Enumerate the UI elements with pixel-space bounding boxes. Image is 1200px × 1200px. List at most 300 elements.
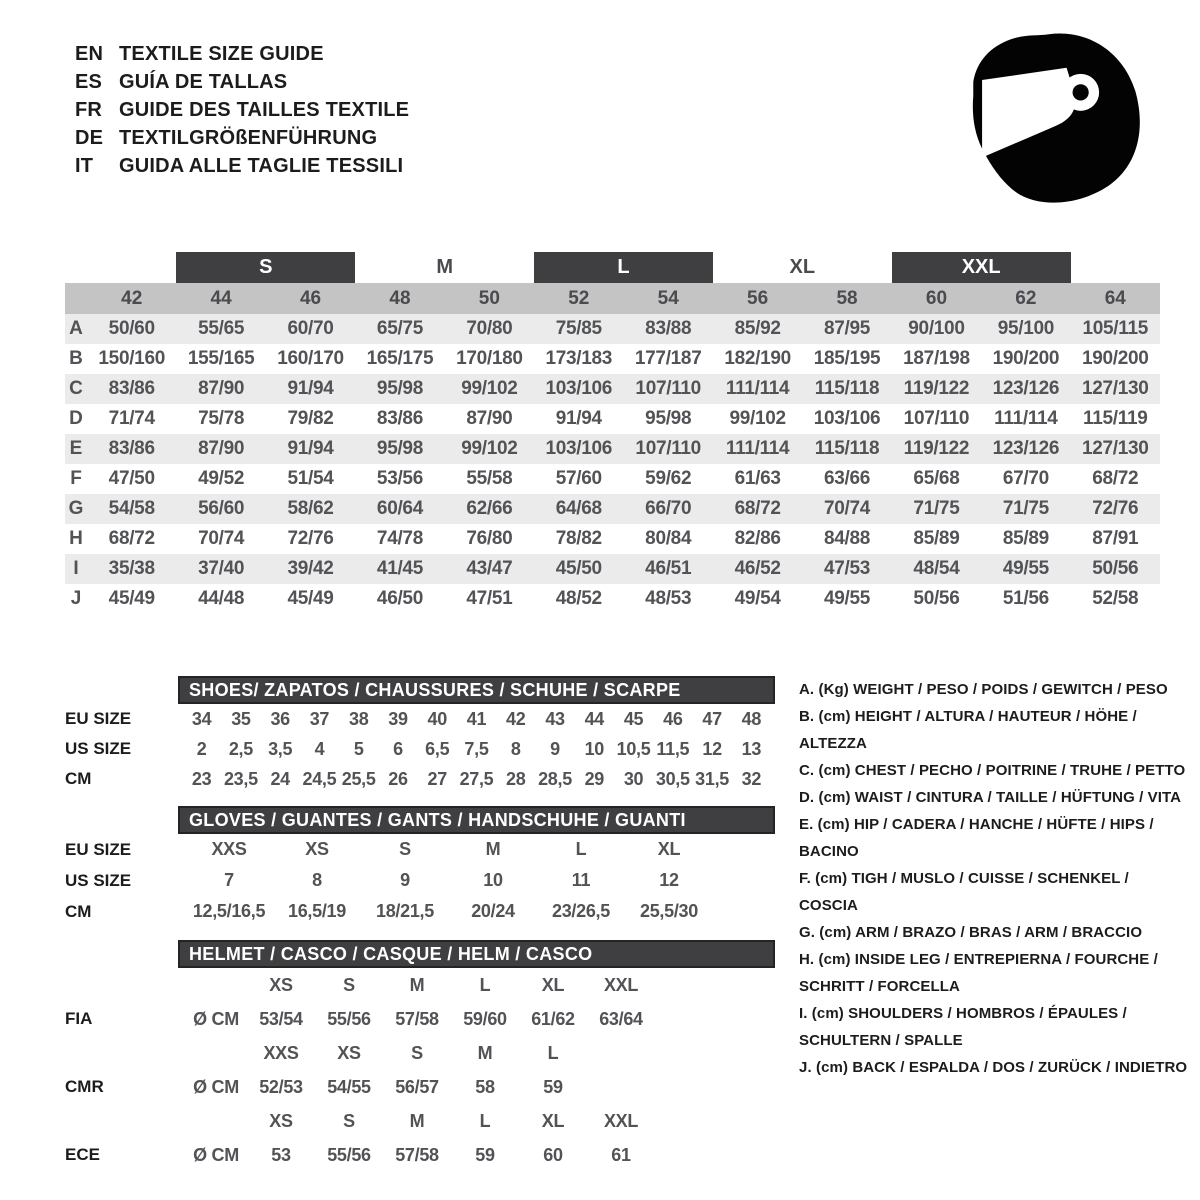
shoes-size-value: 10	[584, 738, 604, 759]
helmet-size-value: 54/55	[327, 1076, 371, 1097]
measurement-value: 45/50	[555, 558, 602, 579]
measurement-value: 91/94	[287, 378, 334, 399]
shoes-size-value: 28,5	[538, 768, 572, 789]
measurement-value: 57/60	[555, 468, 602, 489]
helmet-size-value: XS	[337, 1042, 361, 1063]
measurement-value: 127/130	[1081, 438, 1149, 459]
row-letter: H	[69, 528, 83, 549]
measurement-value: 95/100	[997, 318, 1055, 339]
measurement-value: 83/86	[376, 408, 423, 429]
row-letter: I	[73, 558, 79, 579]
helmet-size-value: 61/62	[531, 1008, 575, 1029]
measurement-value: 185/195	[813, 348, 881, 369]
gloves-size-value: L	[575, 839, 587, 859]
measurement-value: 55/65	[198, 318, 245, 339]
measurement-value: 83/88	[645, 318, 692, 339]
measurement-value: 187/198	[903, 348, 970, 369]
shoes-size-value: 36	[270, 708, 290, 729]
shoes-size-value: 9	[550, 738, 560, 759]
measurement-value: 45/49	[108, 588, 155, 609]
gloves-size-value: XL	[657, 839, 681, 859]
measurement-value: 107/110	[635, 378, 701, 399]
helmet-table	[65, 940, 777, 1172]
shoes-size-value: 32	[741, 768, 762, 789]
helmet-row	[178, 1036, 775, 1070]
measurement-row	[65, 494, 1160, 524]
helmet-size-value: XS	[269, 974, 293, 995]
measurement-value: 61/63	[734, 468, 781, 489]
shoes-size-value: 23,5	[223, 768, 258, 789]
measurement-value: 46/50	[376, 588, 423, 609]
shoes-size-value: 27,5	[459, 768, 494, 789]
measurement-value: 56/60	[198, 498, 245, 519]
shoes-size-value: 2,5	[228, 738, 253, 759]
shoes-size-value: 37	[309, 708, 330, 729]
measurement-value: 87/90	[198, 378, 245, 399]
language-code: EN	[75, 43, 104, 65]
helmet-size-value: 59/60	[463, 1008, 507, 1029]
language-title: GUIDE DES TAILLES TEXTILE	[119, 99, 410, 121]
shoes-size-value: 35	[231, 708, 251, 729]
measurement-value: 111/114	[725, 438, 790, 459]
measurement-value: 59/62	[645, 468, 692, 489]
measurement-value: 115/118	[814, 378, 880, 399]
helmet-size-value: 56/57	[395, 1076, 439, 1097]
helmet-size-value: L	[479, 1110, 491, 1131]
gloves-size-value: 7	[224, 870, 234, 890]
measurement-value: 75/78	[198, 408, 245, 429]
row-letter: C	[69, 378, 83, 399]
gloves-row	[178, 896, 775, 927]
measurement-value: 46/52	[734, 558, 781, 579]
measurement-value: 51/56	[1002, 588, 1049, 609]
helmet-size-value: 55/56	[327, 1144, 371, 1165]
size-column-header: 54	[657, 287, 679, 309]
shoes-size-value: 41	[466, 708, 487, 729]
measurement-value: 72/76	[287, 528, 334, 549]
measurement-value: 83/86	[108, 378, 155, 399]
measurement-value: 52/58	[1092, 588, 1139, 609]
measurement-value: 64/68	[555, 498, 602, 519]
helmet-size-value: 58	[475, 1076, 495, 1097]
shoes-size-value: 46	[663, 708, 683, 729]
shoes-size-value: 25,5	[341, 768, 376, 789]
measurement-value: 49/55	[1002, 558, 1049, 579]
measurement-value: 63/66	[824, 468, 871, 489]
shoes-size-value: 48	[741, 708, 762, 729]
helmet-row	[178, 1104, 775, 1138]
gloves-size-value: 10	[483, 870, 503, 890]
measurement-value: 50/60	[108, 318, 155, 339]
language-row	[75, 124, 409, 152]
measurement-value: 44/48	[198, 588, 245, 609]
shoes-size-value: 2	[196, 738, 207, 759]
shoes-row-label: EU SIZE	[65, 709, 132, 728]
measurement-value: 65/75	[376, 318, 423, 339]
gloves-row-label: EU SIZE	[65, 839, 132, 859]
shoes-size-value: 31,5	[695, 768, 729, 789]
size-column-header: 60	[925, 287, 948, 309]
row-letter: A	[69, 318, 83, 339]
helmet-size-value: XS	[269, 1110, 293, 1131]
measurement-value: 82/86	[734, 528, 781, 549]
measurement-value: 39/42	[287, 558, 334, 579]
shoes-size-value: 24,5	[302, 768, 337, 789]
measurement-value: 37/40	[198, 558, 245, 579]
measurement-value: 99/102	[461, 378, 518, 399]
measurement-value: 90/100	[908, 318, 965, 339]
shoes-table-title: SHOES/ ZAPATOS / CHAUSSURES / SCHUHE / SCARPE	[178, 676, 775, 704]
measurement-value: 80/84	[645, 528, 692, 549]
helmet-size-value: M	[477, 1042, 493, 1063]
helmet-size-value: 60	[543, 1144, 563, 1165]
measurement-value: 85/89	[913, 528, 960, 549]
measurement-value: 190/200	[992, 348, 1060, 369]
measurement-value: 75/85	[555, 318, 602, 339]
measurement-value: 79/82	[287, 408, 334, 429]
measurement-value: 71/74	[108, 408, 155, 429]
measurement-value: 95/98	[645, 408, 692, 429]
measurement-value: 119/122	[903, 378, 970, 399]
shoes-size-value: 34	[191, 708, 212, 729]
legend-item: H. (cm) INSIDE LEG / ENTREPIERNA / FOURCHE / SCHRITT / FORCELLA	[799, 951, 1158, 995]
measurement-row	[65, 404, 1160, 434]
measurement-value: 48/52	[555, 588, 602, 609]
measurement-value: 49/55	[824, 588, 871, 609]
measurement-value: 99/102	[461, 438, 518, 459]
measurement-value: 115/118	[814, 438, 880, 459]
measurement-value: 76/80	[466, 528, 513, 549]
shoes-size-value: 8	[510, 738, 521, 759]
measurement-value: 58/62	[287, 498, 334, 519]
language-title: GUIDA ALLE TAGLIE TESSILI	[119, 155, 404, 177]
measurement-value: 165/175	[366, 348, 434, 369]
measurement-value: 67/70	[1002, 468, 1049, 489]
shoes-size-value: 26	[388, 768, 408, 789]
measurement-value: 95/98	[376, 378, 423, 399]
shoes-size-value: 30,5	[655, 768, 690, 789]
measurement-row	[65, 464, 1160, 494]
measurement-value: 170/180	[456, 348, 523, 369]
legend-item: D. (cm) WAIST / CINTURA / TAILLE / HÜFTUNG / VITA	[799, 789, 1182, 806]
size-column-header: 64	[1104, 287, 1126, 309]
gloves-row	[178, 834, 775, 865]
shoes-size-value: 7,5	[464, 738, 489, 759]
size-column-header: 42	[121, 287, 143, 309]
helmet-size-value: Ø CM	[193, 1008, 239, 1029]
measurement-value: 85/89	[1002, 528, 1049, 549]
helmet-table-title: HELMET / CASCO / CASQUE / HELM / CASCO	[178, 940, 775, 968]
helmet-row	[178, 1138, 775, 1172]
size-column-header: 46	[299, 287, 322, 309]
language-row	[75, 68, 409, 96]
measurement-value: 105/115	[1082, 318, 1149, 339]
row-letter: G	[68, 498, 84, 519]
size-group-row	[65, 252, 1160, 283]
measurement-value: 177/187	[634, 348, 702, 369]
measurement-row	[65, 584, 1160, 614]
helmet-size-value: 53	[271, 1144, 291, 1165]
row-letter: E	[69, 438, 83, 459]
measurement-value: 68/72	[734, 498, 781, 519]
shoes-size-value: 3,5	[268, 738, 293, 759]
size-group-s: S	[176, 252, 355, 283]
measurement-value: 127/130	[1081, 378, 1149, 399]
spacer	[65, 806, 178, 834]
measurement-value: 91/94	[287, 438, 334, 459]
shoes-size-value: 38	[348, 708, 369, 729]
legend-item: B. (cm) HEIGHT / ALTURA / HAUTEUR / HÖHE / ALTEZZA	[799, 708, 1137, 752]
gloves-size-value: M	[485, 839, 501, 859]
measurement-value: 103/106	[813, 408, 881, 429]
measurement-value: 65/68	[913, 468, 960, 489]
shoes-size-value: 23	[191, 768, 212, 789]
gloves-size-value: XS	[305, 839, 329, 859]
shoes-table	[65, 676, 777, 794]
measurement-value: 83/86	[108, 438, 155, 459]
helmet-standard-label	[65, 1036, 178, 1070]
helmet-size-value: Ø CM	[193, 1076, 239, 1097]
measurement-value: 78/82	[555, 528, 602, 549]
measurement-value: 111/114	[725, 378, 790, 399]
measurement-value: 123/126	[992, 378, 1060, 399]
measurement-row	[65, 524, 1160, 554]
gloves-size-value: 23/26,5	[552, 901, 610, 921]
measurement-value: 70/80	[466, 318, 513, 339]
size-column-header: 50	[478, 287, 500, 309]
row-letter: D	[69, 408, 83, 429]
measurement-value: 47/50	[108, 468, 155, 489]
measurement-value: 123/126	[992, 438, 1060, 459]
size-column-header: 52	[568, 287, 590, 309]
helmet-size-value: 55/56	[327, 1008, 371, 1029]
legend-item: G. (cm) ARM / BRAZO / BRAS / ARM / BRACCIO	[799, 924, 1143, 941]
spacer	[65, 940, 178, 968]
helmet-standard-label	[65, 968, 178, 1002]
row-letter: B	[69, 348, 83, 369]
gloves-table-title: GLOVES / GUANTES / GANTS / HANDSCHUHE / GUANTI	[178, 806, 775, 834]
measurement-value: 87/90	[198, 438, 245, 459]
size-column-header: 44	[210, 287, 232, 309]
helmet-size-value: 63/64	[599, 1008, 643, 1029]
measurement-value: 41/45	[376, 558, 423, 579]
shoes-size-value: 10,5	[616, 738, 651, 759]
shoes-size-value: 4	[314, 738, 325, 759]
size-group-l: L	[534, 252, 713, 283]
measurement-value: 119/122	[903, 438, 970, 459]
measurement-value: 95/98	[376, 438, 423, 459]
language-row	[75, 152, 409, 180]
measurement-value: 51/54	[287, 468, 334, 489]
gloves-size-value: 11	[571, 870, 591, 890]
measurement-value: 62/66	[466, 498, 513, 519]
helmet-size-value: 53/54	[259, 1008, 303, 1029]
gloves-size-value: 8	[312, 870, 322, 890]
measurement-value: 182/190	[724, 348, 791, 369]
measurement-value: 48/54	[913, 558, 960, 579]
measurement-row	[65, 554, 1160, 584]
helmet-size-value: XXL	[603, 974, 639, 995]
language-title-list	[75, 40, 409, 180]
measurement-value: 45/49	[287, 588, 334, 609]
helmet-standard-label	[65, 1104, 178, 1138]
shoes-size-value: 27	[427, 768, 447, 789]
measurement-value: 91/94	[555, 408, 602, 429]
size-group-m: M	[436, 256, 453, 278]
measurement-row	[65, 374, 1160, 404]
measurement-value: 160/170	[277, 348, 344, 369]
helmet-standard-label: ECE	[65, 1145, 100, 1164]
measurement-value: 87/91	[1092, 528, 1139, 549]
gloves-size-value: 16,5/19	[288, 901, 346, 921]
measurement-value: 35/38	[108, 558, 155, 579]
measurement-value: 50/56	[913, 588, 960, 609]
size-group-xxl: XXL	[892, 252, 1071, 283]
shoes-size-value: 45	[623, 708, 644, 729]
shoes-size-value: 28	[506, 768, 526, 789]
numeric-size-header-row	[65, 283, 1160, 314]
measurement-value: 173/183	[545, 348, 613, 369]
gloves-size-value: 12	[659, 870, 679, 890]
shoes-row	[178, 704, 775, 734]
shoes-row-label: CM	[65, 769, 92, 788]
measurement-value: 84/88	[824, 528, 871, 549]
measurement-value: 60/64	[376, 498, 423, 519]
measurement-value: 43/47	[466, 558, 513, 579]
helmet-size-value: 61	[611, 1144, 631, 1165]
language-row	[75, 40, 409, 68]
legend-item: C. (cm) CHEST / PECHO / POITRINE / TRUHE / PETTO	[799, 762, 1186, 779]
measurement-value: 190/200	[1081, 348, 1149, 369]
shoes-size-value: 44	[584, 708, 604, 729]
measurement-value: 99/102	[729, 408, 786, 429]
shoes-size-value: 43	[545, 708, 565, 729]
helmet-size-value: S	[343, 974, 355, 995]
shoes-size-value: 13	[741, 738, 762, 759]
measurement-value: 47/51	[466, 588, 513, 609]
gloves-size-value: 9	[400, 870, 410, 890]
helmet-size-value: M	[409, 974, 425, 995]
shoes-size-value: 42	[506, 708, 526, 729]
measurement-value: 155/165	[187, 348, 255, 369]
language-code: DE	[75, 127, 104, 149]
measurement-value: 46/51	[645, 558, 692, 579]
gloves-row	[178, 865, 775, 896]
measurement-value: 87/95	[824, 318, 871, 339]
size-column-header: 62	[1015, 287, 1037, 309]
legend-item: J. (cm) BACK / ESPALDA / DOS / ZURÜCK / INDIETRO	[799, 1059, 1188, 1076]
gloves-size-value: 20/24	[471, 901, 515, 921]
gloves-size-value: S	[399, 839, 411, 859]
measurement-value: 103/106	[545, 378, 613, 399]
shoes-size-value: 6	[393, 738, 403, 759]
measurement-row	[65, 344, 1160, 374]
language-code: ES	[75, 71, 103, 93]
measurement-value: 107/110	[903, 408, 970, 429]
measurement-value: 47/53	[824, 558, 871, 579]
language-row	[75, 96, 409, 124]
shoes-row	[178, 764, 775, 794]
size-column-header: 58	[836, 287, 858, 309]
measurement-value: 71/75	[1002, 498, 1049, 519]
size-group-xl: XL	[789, 256, 816, 278]
measurement-rows	[65, 314, 1160, 614]
gloves-size-value: XXS	[211, 839, 247, 859]
measurement-row	[65, 434, 1160, 464]
measurement-value: 72/76	[1092, 498, 1139, 519]
helmet-size-value: XXL	[603, 1110, 639, 1131]
measurement-value: 70/74	[824, 498, 871, 519]
shoes-size-value: 11,5	[656, 738, 690, 759]
shoes-size-value: 47	[702, 708, 722, 729]
shoes-size-value: 24	[270, 768, 290, 789]
measurement-value: 48/53	[645, 588, 692, 609]
measurement-value: 68/72	[108, 528, 155, 549]
helmet-size-value: S	[343, 1110, 355, 1131]
gloves-size-value: 18/21,5	[376, 901, 434, 921]
measurement-value: 85/92	[734, 318, 781, 339]
measurement-value: 115/119	[1083, 408, 1148, 429]
helmet-row	[178, 968, 775, 1002]
helmet-size-value: 59	[475, 1144, 495, 1165]
measurement-value: 66/70	[645, 498, 692, 519]
helmet-size-value: XXS	[263, 1042, 299, 1063]
shoes-row-label: US SIZE	[65, 739, 132, 758]
helmet-row	[178, 1070, 775, 1104]
size-column-header: 48	[389, 287, 411, 309]
legend-item: F. (cm) TIGH / MUSLO / CUISSE / SCHENKEL / COSCIA	[799, 870, 1129, 914]
shoes-size-value: 30	[623, 768, 644, 789]
measurement-value: 107/110	[635, 438, 701, 459]
helmet-size-value: 57/58	[395, 1008, 439, 1029]
gloves-table	[65, 806, 777, 927]
measurement-value: 53/56	[376, 468, 423, 489]
language-title: TEXTILGRÖßENFÜHRUNG	[119, 127, 378, 149]
helmet-size-value: L	[547, 1042, 559, 1063]
measurement-value: 70/74	[198, 528, 245, 549]
measurement-value: 103/106	[545, 438, 613, 459]
legend-item: E. (cm) HIP / CADERA / HANCHE / HÜFTE / HIPS / BACINO	[799, 816, 1154, 860]
helmet-standard-label: FIA	[65, 1009, 93, 1028]
shoes-size-value: 6,5	[425, 738, 450, 759]
racing-helmet-icon	[968, 26, 1144, 208]
helmet-size-value: M	[409, 1110, 425, 1131]
measurement-value: 74/78	[376, 528, 423, 549]
shoes-size-value: 12	[702, 738, 722, 759]
measurement-value: 87/90	[466, 408, 513, 429]
language-title: GUÍA DE TALLAS	[119, 71, 288, 93]
gloves-row-label: CM	[65, 901, 92, 921]
helmet-size-value: XL	[541, 1110, 565, 1131]
row-letter: J	[70, 588, 82, 609]
language-code: IT	[75, 155, 94, 177]
helmet-size-value: 52/53	[259, 1076, 303, 1097]
size-column-header: 56	[747, 287, 769, 309]
shoes-size-value: 40	[427, 708, 447, 729]
shoes-row	[178, 734, 775, 764]
main-size-table	[65, 252, 1160, 614]
helmet-size-value: L	[479, 974, 491, 995]
language-code: FR	[75, 99, 103, 121]
measurement-value: 68/72	[1092, 468, 1139, 489]
measurement-value: 71/75	[913, 498, 960, 519]
language-title: TEXTILE SIZE GUIDE	[119, 43, 324, 65]
helmet-standard-label: CMR	[65, 1077, 104, 1096]
measurement-value: 50/56	[1092, 558, 1139, 579]
spacer	[65, 676, 178, 704]
measurement-value: 111/114	[994, 408, 1058, 429]
helmet-size-value: Ø CM	[193, 1144, 239, 1165]
